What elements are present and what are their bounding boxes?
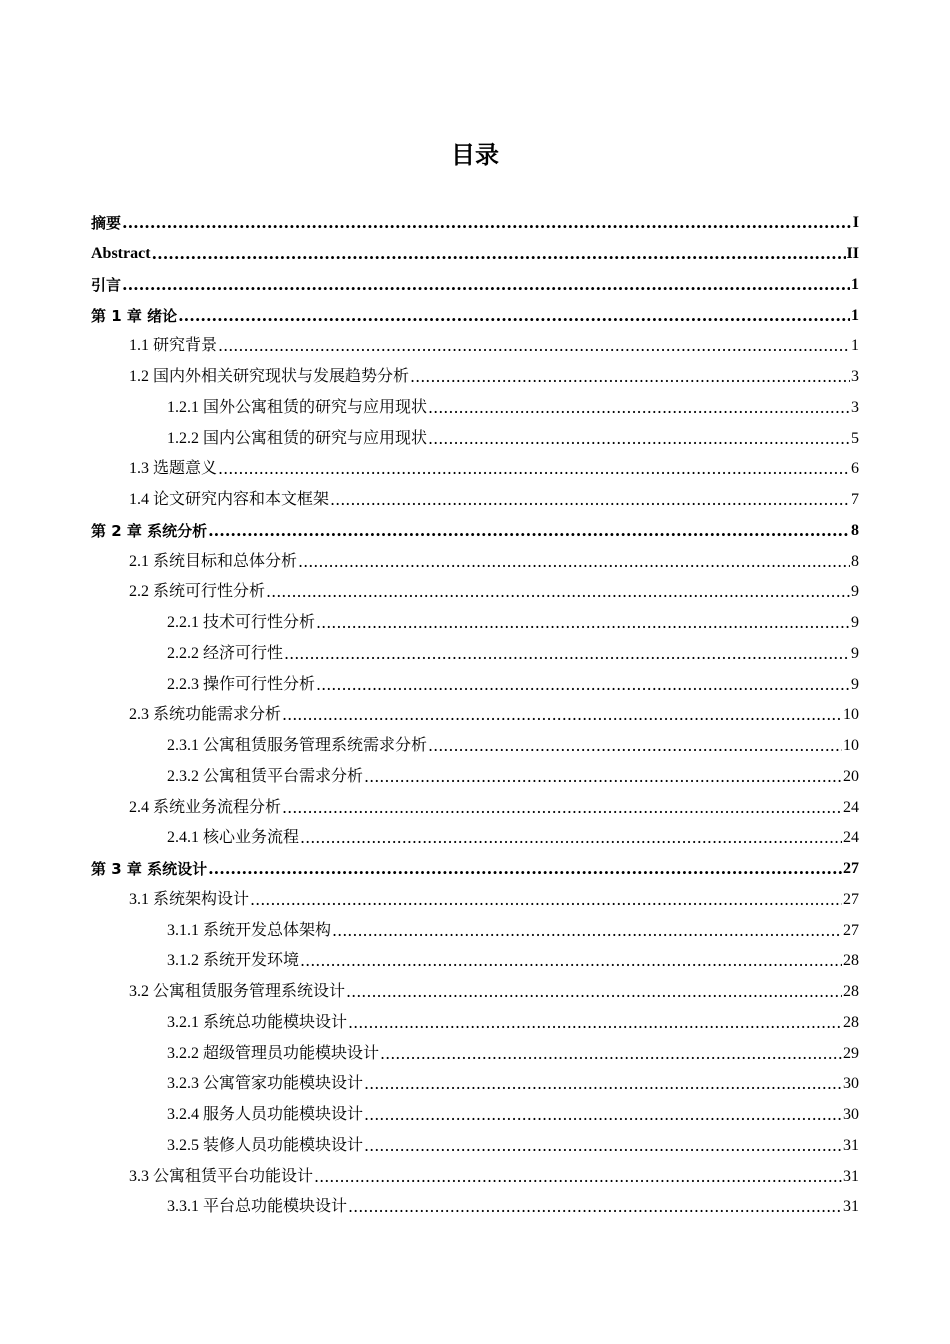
toc-entry-page-number: 9	[851, 583, 859, 601]
dot-leader	[330, 490, 850, 510]
dot-leader	[314, 1167, 842, 1187]
dot-leader	[346, 982, 842, 1002]
toc-entry-label: 摘要	[91, 214, 122, 233]
dot-leader	[332, 921, 842, 941]
toc-entry-page-number: 1	[851, 306, 859, 324]
toc-entry-page-number: 31	[843, 1167, 859, 1185]
toc-entry-page-number: 7	[851, 491, 859, 509]
toc-entry-page-number: 24	[843, 798, 859, 816]
toc-entry[interactable]	[0, 792, 950, 823]
toc-entry-label: 3.2.2 超级管理员功能模块设计	[167, 1044, 380, 1062]
toc-entry-label: 2.3 系统功能需求分析	[129, 706, 282, 724]
toc-entry[interactable]	[0, 485, 950, 516]
toc-entry-page-number: 24	[843, 829, 859, 847]
toc-entry[interactable]	[0, 977, 950, 1008]
toc-entry[interactable]	[0, 608, 950, 639]
toc-entry-page-number: 9	[851, 614, 859, 632]
dot-leader	[316, 613, 850, 633]
toc-entry[interactable]	[0, 915, 950, 946]
toc-entry-page-number: 31	[843, 1136, 859, 1154]
toc-entry[interactable]	[0, 1100, 950, 1131]
dot-leader	[428, 429, 850, 449]
toc-entry[interactable]	[0, 1192, 950, 1223]
toc-entry-label: 2.4.1 核心业务流程	[167, 829, 300, 847]
toc-entry-page-number: 8	[851, 552, 859, 570]
dot-leader	[282, 705, 842, 725]
toc-entry-page-number: 28	[843, 952, 859, 970]
toc-entry-label: 1.2 国内外相关研究现状与发展趋势分析	[129, 368, 410, 386]
dot-leader	[428, 736, 842, 756]
dot-leader	[208, 859, 842, 879]
toc-entry[interactable]	[0, 362, 950, 393]
toc-entry[interactable]	[0, 1008, 950, 1039]
toc-entry-label: 1.3 选题意义	[129, 460, 218, 478]
dot-leader	[300, 828, 842, 848]
toc-entry[interactable]	[0, 731, 950, 762]
toc-entry[interactable]	[0, 331, 950, 362]
toc-entry[interactable]	[0, 577, 950, 608]
dot-leader	[218, 336, 850, 356]
dot-leader	[208, 521, 850, 541]
toc-entry[interactable]	[0, 639, 950, 670]
toc-entry-label: 2.2.2 经济可行性	[167, 644, 284, 662]
toc-entry-label: 3.1.2 系统开发环境	[167, 952, 300, 970]
dot-leader	[266, 582, 850, 602]
toc-entry-page-number: 1	[851, 337, 859, 355]
toc-entry-label: 3.2.4 服务人员功能模块设计	[167, 1106, 364, 1124]
dot-leader	[250, 890, 842, 910]
toc-entry[interactable]	[0, 208, 950, 239]
toc-entry-label: 3.2.5 装修人员功能模块设计	[167, 1136, 364, 1154]
toc-entry-page-number: 9	[851, 675, 859, 693]
toc-entry-label: 3.3.1 平台总功能模块设计	[167, 1198, 348, 1216]
toc-entry[interactable]	[0, 239, 950, 270]
table-of-contents	[0, 208, 950, 1223]
toc-entry[interactable]	[0, 669, 950, 700]
toc-entry-page-number: 30	[843, 1106, 859, 1124]
toc-entry-label: 第 3 章 系统设计	[91, 860, 208, 879]
toc-entry-label: 1.2.2 国内公寓租赁的研究与应用现状	[167, 429, 428, 447]
toc-entry[interactable]	[0, 1069, 950, 1100]
toc-entry-page-number: 9	[851, 644, 859, 662]
page-title: 目录	[451, 141, 499, 169]
dot-leader	[152, 244, 846, 264]
toc-entry[interactable]	[0, 1131, 950, 1162]
dot-leader	[218, 459, 850, 479]
toc-entry-label: 3.1.1 系统开发总体架构	[167, 921, 332, 939]
dot-leader	[298, 552, 850, 572]
toc-entry-label: 3.3 公寓租赁平台功能设计	[129, 1167, 314, 1185]
dot-leader	[178, 306, 850, 326]
toc-entry-page-number: 3	[851, 398, 859, 416]
toc-entry-page-number: II	[846, 245, 859, 263]
toc-entry-page-number: 28	[843, 1013, 859, 1031]
toc-entry[interactable]	[0, 454, 950, 485]
toc-entry-label: 3.2 公寓租赁服务管理系统设计	[129, 983, 346, 1001]
toc-entry-label: 第 1 章 绪论	[91, 306, 178, 325]
toc-entry-page-number: 27	[843, 890, 859, 908]
toc-entry[interactable]	[0, 700, 950, 731]
toc-entry[interactable]	[0, 1038, 950, 1069]
toc-entry[interactable]	[0, 300, 950, 331]
dot-leader	[122, 213, 852, 233]
toc-entry-label: 2.2 系统可行性分析	[129, 583, 266, 601]
dot-leader	[348, 1197, 842, 1217]
toc-entry[interactable]	[0, 393, 950, 424]
dot-leader	[316, 675, 850, 695]
toc-entry-page-number: 29	[843, 1044, 859, 1062]
dot-leader	[300, 951, 842, 971]
toc-entry-label: Abstract	[91, 245, 151, 263]
toc-entry-label: 2.3.2 公寓租赁平台需求分析	[167, 767, 364, 785]
toc-entry-page-number: 8	[851, 521, 859, 539]
toc-entry[interactable]	[0, 885, 950, 916]
toc-entry-label: 2.2.1 技术可行性分析	[167, 614, 316, 632]
toc-entry-label: 2.3.1 公寓租赁服务管理系统需求分析	[167, 737, 428, 755]
dot-leader	[364, 1074, 842, 1094]
toc-entry[interactable]	[0, 854, 950, 885]
toc-entry[interactable]	[0, 823, 950, 854]
dot-leader	[348, 1013, 842, 1033]
toc-entry-page-number: 6	[851, 460, 859, 478]
dot-leader	[122, 275, 850, 295]
toc-entry-label: 2.2.3 操作可行性分析	[167, 675, 316, 693]
toc-entry-label: 引言	[91, 275, 122, 294]
toc-entry[interactable]	[0, 270, 950, 301]
toc-entry-page-number: I	[852, 214, 859, 232]
dot-leader	[364, 767, 842, 787]
toc-entry-page-number: 3	[851, 368, 859, 386]
toc-entry-page-number: 10	[843, 737, 859, 755]
toc-entry[interactable]	[0, 946, 950, 977]
dot-leader	[282, 798, 842, 818]
toc-entry-page-number: 30	[843, 1075, 859, 1093]
toc-entry[interactable]	[0, 516, 950, 547]
toc-entry-label: 3.1 系统架构设计	[129, 890, 250, 908]
dot-leader	[428, 398, 850, 418]
toc-entry-label: 2.4 系统业务流程分析	[129, 798, 282, 816]
dot-leader	[284, 644, 850, 664]
toc-entry-label: 1.2.1 国外公寓租赁的研究与应用现状	[167, 398, 428, 416]
toc-entry[interactable]	[0, 1161, 950, 1192]
toc-entry-page-number: 27	[843, 860, 859, 878]
toc-entry-page-number: 27	[843, 921, 859, 939]
toc-entry-label: 2.1 系统目标和总体分析	[129, 552, 298, 570]
dot-leader	[380, 1044, 842, 1064]
dot-leader	[364, 1136, 842, 1156]
toc-entry-label: 第 2 章 系统分析	[91, 521, 208, 540]
toc-entry-page-number: 1	[851, 275, 859, 293]
toc-entry[interactable]	[0, 546, 950, 577]
toc-entry-page-number: 5	[851, 429, 859, 447]
dot-leader	[410, 367, 850, 387]
toc-entry-label: 1.4 论文研究内容和本文框架	[129, 491, 330, 509]
toc-entry-label: 3.2.1 系统总功能模块设计	[167, 1013, 348, 1031]
toc-entry[interactable]	[0, 423, 950, 454]
toc-entry-label: 1.1 研究背景	[129, 337, 218, 355]
toc-entry-page-number: 20	[843, 767, 859, 785]
dot-leader	[364, 1105, 842, 1125]
toc-entry[interactable]	[0, 762, 950, 793]
toc-entry-label: 3.2.3 公寓管家功能模块设计	[167, 1075, 364, 1093]
toc-entry-page-number: 10	[843, 706, 859, 724]
toc-entry-page-number: 28	[843, 983, 859, 1001]
toc-entry-page-number: 31	[843, 1198, 859, 1216]
